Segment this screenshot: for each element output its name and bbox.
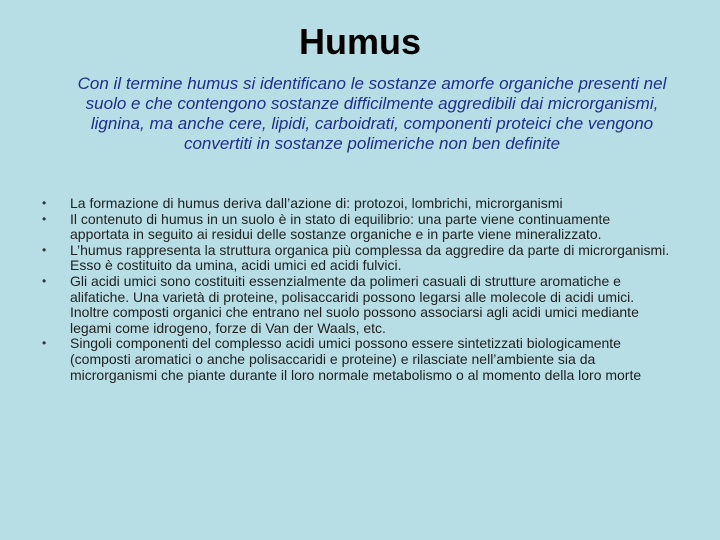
bullet-item — [42, 212, 672, 243]
bullet-text: Il contenuto di humus in un suolo è in stato di equilibrio: una parte viene continuamente apportata in seguito ai residui delle sostanze organiche e in parte viene mineralizzato. — [70, 210, 611, 243]
slide-title: Humus — [298, 21, 421, 62]
bullet-icon: • — [42, 196, 47, 210]
slide-subtitle: Con il termine humus si identificano le sostanze amorfe organiche presenti nel suolo e che contengono sostanze difficilmente aggredibili dai microrganismi, lignina, ma anche cere, lipidi, carboidrati, componenti proteici che vengono convertiti in sostanze polimeriche non ben definite — [77, 74, 667, 153]
bullet-text: La formazione di humus deriva dall’azione di: protozoi, lombrichi, microrganismi — [70, 195, 563, 211]
bullet-text: Singoli componenti del complesso acidi umici possono essere sintetizzati biologicamente (composti aromatici o anche polisaccaridi e proteine) e rilasciate nell’ambiente sia da microrganismi che piante durante il loro normale metabolismo o al momento della loro morte — [70, 335, 642, 383]
bullet-item — [42, 336, 672, 383]
bullet-item — [42, 196, 672, 212]
bullet-icon: • — [42, 242, 47, 257]
bullet-icon: • — [42, 336, 47, 351]
bullet-text: Gli acidi umici sono costituiti essenzialmente da polimeri casuali di strutture aromatiche e alifatiche. Una varietà di proteine, polisaccaridi possono legarsi alle molecole di acidi umici. Inoltre composti organici che entrano nel suolo possono associarsi agli acidi umici mediante legami come idrogeno, forze di Van der Waals, etc. — [70, 272, 639, 336]
bullet-icon: • — [42, 273, 47, 288]
bullet-item — [42, 274, 672, 336]
bullet-icon: • — [42, 211, 47, 226]
bullet-text: L’humus rappresenta la struttura organica più complessa da aggredire da parte di microrganismi. Esso è costituito da umina, acidi umici ed acidi fulvici. — [70, 241, 670, 274]
bullet-list — [42, 196, 672, 383]
bullet-item — [42, 243, 672, 274]
